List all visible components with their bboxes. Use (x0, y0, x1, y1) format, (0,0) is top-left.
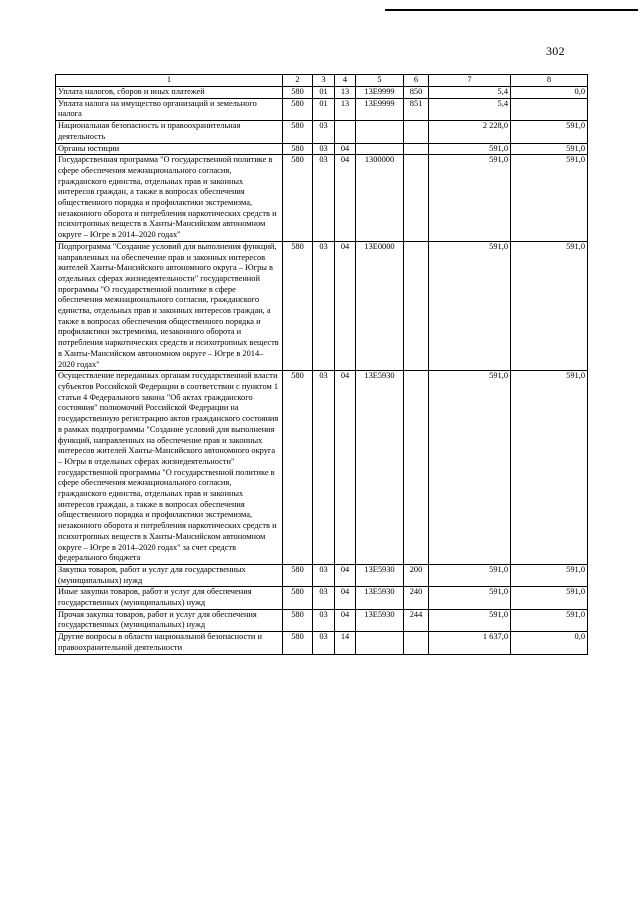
row-target-article: 13E5930 (356, 587, 404, 609)
top-rule (385, 9, 638, 11)
header-col-1: 1 (56, 75, 283, 87)
row-ministry-code: 580 (283, 155, 313, 242)
table-row (56, 587, 588, 609)
row-name: Подпрограмма "Создание условий для выполнения функций, направленных на обеспечение прав и законных интересов жителей Ханты-Мансийского автономного округа – Югры в отдельных сферах жизнедеятельности" государственной программы "О государственной политике в сфере обеспечения межнационального согласия, гражданского единства, отдельных прав и законных интересов граждан, а также в вопросах обеспечения общественного порядка и профилактики экстремизма, незаконного оборота и потребления наркотических средств и психотропных веществ в Ханты-Мансийском автономном округе – Югре в 2014–2020 годах" (56, 241, 283, 370)
row-amount-col-7: 591,0 (429, 155, 511, 242)
row-target-article: 13E0000 (356, 241, 404, 370)
row-target-article: 13E9999 (356, 98, 404, 120)
row-amount-col-8: 0,0 (511, 87, 588, 99)
row-subsection-code: 04 (335, 371, 356, 565)
row-amount-col-8: 591,0 (511, 564, 588, 586)
row-name: Прочая закупка товаров, работ и услуг для обеспечения государственных (муниципальных) нужд (56, 609, 283, 631)
row-target-article (356, 143, 404, 155)
row-amount-col-8: 591,0 (511, 121, 588, 143)
row-amount-col-8: 591,0 (511, 371, 588, 565)
row-amount-col-8 (511, 98, 588, 120)
row-target-article: 13E5930 (356, 371, 404, 565)
row-target-article: 1300000 (356, 155, 404, 242)
row-section-code: 01 (313, 98, 335, 120)
row-subsection-code: 04 (335, 155, 356, 242)
row-amount-col-7: 591,0 (429, 241, 511, 370)
row-section-code: 03 (313, 241, 335, 370)
row-amount-col-7: 5,4 (429, 87, 511, 99)
row-subsection-code (335, 121, 356, 143)
row-ministry-code: 580 (283, 587, 313, 609)
row-ministry-code: 580 (283, 143, 313, 155)
row-amount-col-7: 591,0 (429, 143, 511, 155)
row-section-code: 01 (313, 87, 335, 99)
row-ministry-code: 580 (283, 87, 313, 99)
header-col-6: 6 (404, 75, 429, 87)
row-target-article: 13E5930 (356, 564, 404, 586)
row-section-code: 03 (313, 371, 335, 565)
row-expense-type: 240 (404, 587, 429, 609)
table-row (56, 87, 588, 99)
row-expense-type: 244 (404, 609, 429, 631)
row-subsection-code: 13 (335, 87, 356, 99)
row-subsection-code: 04 (335, 241, 356, 370)
budget-table (55, 74, 588, 655)
row-subsection-code: 13 (335, 98, 356, 120)
row-amount-col-7: 591,0 (429, 609, 511, 631)
row-expense-type (404, 121, 429, 143)
row-amount-col-7: 5,4 (429, 98, 511, 120)
row-ministry-code: 580 (283, 241, 313, 370)
row-amount-col-7: 2 228,0 (429, 121, 511, 143)
row-amount-col-7: 591,0 (429, 371, 511, 565)
row-ministry-code: 580 (283, 564, 313, 586)
row-expense-type: 200 (404, 564, 429, 586)
table-row (56, 609, 588, 631)
row-expense-type (404, 155, 429, 242)
row-name: Закупка товаров, работ и услуг для государственных (муниципальных) нужд (56, 564, 283, 586)
row-target-article (356, 121, 404, 143)
row-amount-col-8: 591,0 (511, 143, 588, 155)
table-row (56, 121, 588, 143)
row-section-code: 03 (313, 143, 335, 155)
row-expense-type (404, 241, 429, 370)
row-ministry-code: 580 (283, 609, 313, 631)
row-amount-col-8: 591,0 (511, 609, 588, 631)
row-expense-type: 851 (404, 98, 429, 120)
row-name: Органы юстиции (56, 143, 283, 155)
row-target-article: 13E5930 (356, 609, 404, 631)
row-expense-type (404, 371, 429, 565)
row-target-article (356, 632, 404, 654)
header-row (56, 75, 588, 87)
row-subsection-code: 04 (335, 587, 356, 609)
row-section-code: 03 (313, 121, 335, 143)
header-col-2: 2 (283, 75, 313, 87)
row-name: Иные закупки товаров, работ и услуг для обеспечения государственных (муниципальных) нужд (56, 587, 283, 609)
row-name: Другие вопросы в области национальной безопасности и правоохранительной деятельности (56, 632, 283, 654)
row-amount-col-7: 1 637,0 (429, 632, 511, 654)
row-name: Уплата налога на имущество организаций и земельного налога (56, 98, 283, 120)
table-row (56, 155, 588, 242)
row-subsection-code: 04 (335, 564, 356, 586)
row-subsection-code: 14 (335, 632, 356, 654)
row-ministry-code: 580 (283, 632, 313, 654)
table-row (56, 241, 588, 370)
row-section-code: 03 (313, 155, 335, 242)
row-amount-col-8: 0,0 (511, 632, 588, 654)
row-name: Государственная программа "О государственной политике в сфере обеспечения межнационального согласия, гражданского единства, отдельных прав и законных интересов граждан, а также в вопросах обеспечения общественного порядка и профилактики экстремизма, незаконного оборота и потребления наркотических средств и психотропных веществ в Ханты-Мансийском автономном округе – Югре в 2014–2020 годах" (56, 155, 283, 242)
row-subsection-code: 04 (335, 143, 356, 155)
page-number: 302 (546, 44, 565, 58)
row-section-code: 03 (313, 609, 335, 631)
row-ministry-code: 580 (283, 121, 313, 143)
row-subsection-code: 04 (335, 609, 356, 631)
header-col-4: 4 (335, 75, 356, 87)
row-expense-type (404, 632, 429, 654)
table-row (56, 371, 588, 565)
row-ministry-code: 580 (283, 371, 313, 565)
table-row (56, 143, 588, 155)
row-section-code: 03 (313, 564, 335, 586)
row-amount-col-7: 591,0 (429, 564, 511, 586)
table-row (56, 632, 588, 654)
header-col-8: 8 (511, 75, 588, 87)
row-amount-col-8: 591,0 (511, 587, 588, 609)
row-name: Осуществление переданных органам государственной власти субъектов Российской Федерации в соответствии с пунктом 1 статьи 4 Федерального закона "Об актах гражданского состояния" полномочий Российской Федерации на государственную регистрацию актов гражданского состояния в рамках подпрограммы "Создание условий для выполнения функций, направленных на обеспечение прав и законных интересов жителей Ханты-Мансийского автономного округа – Югры в отдельных сферах жизнедеятельности" государственной программы "О государственной политике в сфере обеспечения межнационального согласия, гражданского единства, отдельных прав и законных интересов граждан, а также в вопросах обеспечения общественного порядка и профилактики экстремизма, незаконного оборота и потребления наркотических средств и психотропных веществ в Ханты-Мансийском автономном округе – Югре в 2014–2020 годах" за счет средств федерального бюджета (56, 371, 283, 565)
row-amount-col-8: 591,0 (511, 155, 588, 242)
row-expense-type (404, 143, 429, 155)
table-row (56, 564, 588, 586)
row-section-code: 03 (313, 632, 335, 654)
header-col-5: 5 (356, 75, 404, 87)
table-row (56, 98, 588, 120)
row-expense-type: 850 (404, 87, 429, 99)
header-col-7: 7 (429, 75, 511, 87)
row-target-article: 13E9999 (356, 87, 404, 99)
row-name: Национальная безопасность и правоохранительная деятельность (56, 121, 283, 143)
row-amount-col-7: 591,0 (429, 587, 511, 609)
row-section-code: 03 (313, 587, 335, 609)
row-amount-col-8: 591,0 (511, 241, 588, 370)
header-col-3: 3 (313, 75, 335, 87)
row-ministry-code: 580 (283, 98, 313, 120)
row-name: Уплата налогов, сборов и иных платежей (56, 87, 283, 99)
